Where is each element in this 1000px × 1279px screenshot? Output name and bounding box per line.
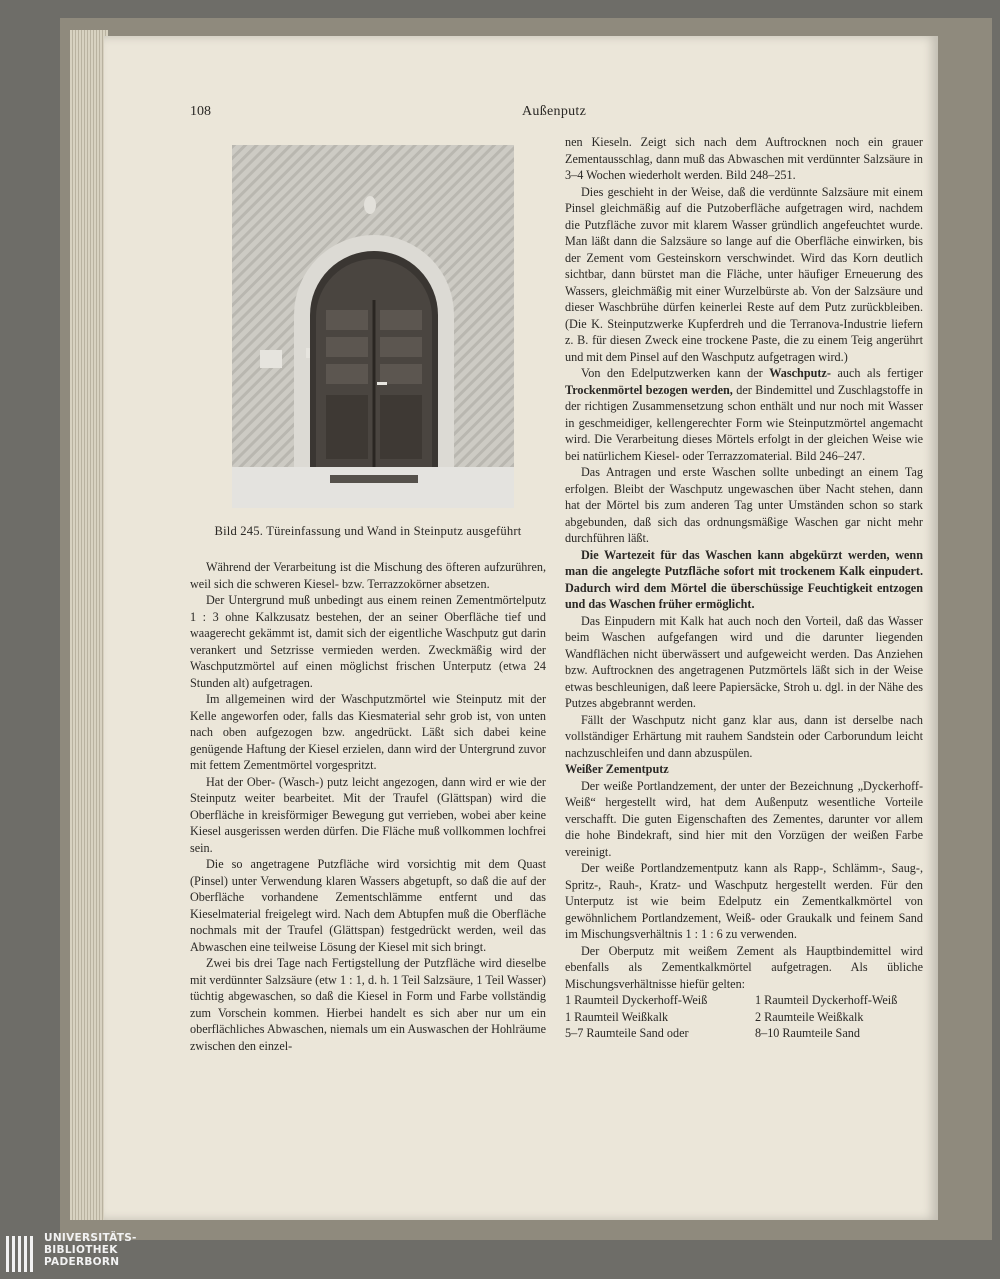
left-paragraph-4: Hat der Ober- (Wasch-) putz leicht angezogen, dann wird er wie der Steinputz weiter bearbeitet. Mit der Traufel (Glättspan) wird die Oberfläche in kreisförmiger Bewegung gut verrieben, wobei aber keine Kiesel ausgerissen werden dürfen. Die Fläche muß vollkommen lochfrei sein. [190,774,546,855]
figure-caption: Bild 245. Türeinfassung und Wand in Steinputz ausgeführt [214,524,522,538]
right-paragraph-7: Fällt der Waschputz nicht ganz klar aus, dann ist derselbe nach vollständiger Erhärtung mit rauhem Sandstein oder Carborundum leicht nachzuschleifen und dann abzuspülen. [565,712,923,760]
right-paragraph-1: nen Kieseln. Zeigt sich nach dem Auftrocknen noch ein grauer Zementausschlag, dann muß das Abwaschen mit verdünnter Salzsäure in 3–4 Wochen wiederholt werden. Bild 248–251. [565,135,923,182]
table-cell: 1 Raumteil Dyckerhoff-Weiß [565,993,708,1007]
logo-line: BIBLIOTHEK [44,1244,118,1256]
section-heading: Weißer Zementputz [565,762,669,776]
right-paragraph-8: Der weiße Portlandzement, der unter der Bezeichnung „Dyckerhoff-Weiß“ hergestellt wird, hat dem Außenputz wesentliche Vorteile verschafft. Die guten Eigenschaften des Zementes, darunter vor allem die hohe Bindekraft, sind hier mit den Vorzügen der weißen Farbe vereinigt. [565,778,923,859]
table-row [565,1009,923,1026]
table-row [565,992,923,1009]
right-column [565,134,923,1042]
door-photograph [232,145,514,508]
left-paragraph-3: Im allgemeinen wird der Waschputzmörtel wie Steinputz mit der Kelle angeworfen oder, falls das Kiesmaterial sehr grob ist, von unten nach oben aufgezogen bzw. angedrückt. Läßt sich dabei keine genügende Haftung der Kiesel erzielen, dann wird der Untergrund zuvor mit fettem Zementmörtel vorgespritzt. [190,692,546,772]
text-run: der Bindemittel und Zuschlagstoffe in der richtigen Zusammensetzung schon enthält und nur noch mit Wasser in geschmeidiger, kellengerechter Form wie Steinputzmörtel angemacht wird. Die Verarbeitung dieses Mörtels erfolgt in der gleichen Weise wie bei natürlichem Kiesel- oder Terrazzomaterial. Bild 246–247. [565,382,924,463]
text-run: auch als fertiger [830,366,924,380]
door-photo-drawing [232,145,514,508]
table-cell: 2 Raumteile Weißkalk [755,1009,864,1024]
right-paragraph-10: Der Oberputz mit weißem Zement als Hauptbindemittel wird ebenfalls als Zementkalkmörtel aufgetragen. Als übliche Mischungsverhältnisse hiefür gelten: [565,943,923,991]
right-paragraph-4: Das Antragen und erste Waschen sollte unbedingt an einem Tag erfolgen. Bleibt der Waschputz ungewaschen über Nacht stehen, dann hat der Mörtel bis zum anderen Tag unter Umständen schon so stark abgebunden, daß sich das ordnungsmäßige Waschen gar nicht mehr durchführen läßt. [565,465,923,545]
right-paragraph-6: Das Einpudern mit Kalk hat auch noch den Vorteil, daß das Wasser beim Waschen aufgefangen wird und die darunter liegenden Wandflächen nicht überwässert und aufgeweicht werden. Das Anziehen bzw. Auftrocknen des angetragenen Putzmörtels läßt sich in der Weise etwas beschleunigen, daß leere Papiersäcke, Stroh u. dgl. in der Nähe des Putzes abgebrannt werden. [565,613,923,710]
bold-term-waschputz: Waschputz- [769,366,831,380]
right-paragraph-9: Der weiße Portlandzementputz kann als Rapp-, Schlämm-, Saug-, Spritz-, Rauh-, Kratz- und Waschputz hergestellt werden. Für den Unterputz ist wie beim Edelputz ein Zementkalkmörtel von gewöhnlichem Portlandzement, Weiß- oder Graukalk und feinem Sand im Mischungsverhältnis 1 : 1 : 6 zu verwenden. [565,861,923,941]
mixing-ratio-table [565,992,923,1042]
logo-line: UNIVERSITÄTS- [44,1232,137,1244]
text-run: Von den Edelputzwerken kann der [581,366,770,380]
table-cell: 1 Raumteil Dyckerhoff-Weiß [755,993,898,1007]
page-number: 108 [190,104,211,119]
table-row [565,1025,923,1042]
table-cell: 1 Raumteil Weißkalk [565,1009,669,1024]
page-edges [70,30,108,1220]
bold-term-trockenmoertel: Trockenmörtel bezogen werden, [565,382,733,397]
left-column [190,559,546,1054]
right-paragraph-bold: Die Wartezeit für das Waschen kann abgekürzt werden, wenn man die angelegte Putzfläche sofort mit trockenem Kalk einpudert. Dadurch wird dem Mörtel die überschüssige Feuchtigkeit entzogen und das Waschen früher ermöglicht. [565,547,923,611]
logo-line: PADERBORN [44,1256,120,1268]
running-head: Außenputz [522,104,587,119]
library-logo-text [44,1232,137,1268]
left-paragraph-1: Während der Verarbeitung ist die Mischung des öfteren aufzurühren, weil sich die schweren Kiesel- bzw. Terrazzokörner absetzen. [190,560,546,591]
table-cell: 8–10 Raumteile Sand [755,1026,860,1040]
right-paragraph-2: Dies geschieht in der Weise, daß die verdünnte Salzsäure mit einem Pinsel gleichmäßig auf die Putzoberfläche aufgetragen wird, nachdem die Putzfläche zuvor mit klarem Wasser gründlich angefeuchtet wurde. Man läßt dann die Salzsäure so lange auf die Oberfläche einwirken, bis der Zement vom Gesteinskorn verschwindet. Wird das Korn deutlich sichtbar, dann bürstet man die Fläche, unter häufiger Erneuerung des Wassers, gleichmäßig mit einer Wurzelbürste ab. Von der Salzsäure und dieser Waschbrühe dürfen keinerlei Reste auf dem Putz zurückbleiben. (Die K. Steinputzwerke Kupferdreh und die Terranova-Industrie liefern z. B. für diesen Zweck eine trockene Paste, die zu einem Teig angerührt und mit dem Pinsel auf den Waschputz aufgetragen wird.) [565,184,923,364]
left-paragraph-2: Der Untergrund muß unbedingt aus einem reinen Zementmörtelputz 1 : 3 ohne Kalkzusatz bestehen, der an seiner Oberfläche tief und waagerecht gekämmt ist, damit sich der eigentliche Waschputz gut darin verankert und Setzrisse vermieden werden. Zweckmäßig wird der Waschputzmörtel auf einen möglichst frischen Unterputz (etwa 24 Stunden alt) aufgetragen. [190,593,546,690]
table-cell: 5–7 Raumteile Sand oder [565,1026,689,1040]
left-paragraph-5: Die so angetragene Putzfläche wird vorsichtig mit dem Quast (Pinsel) unter Verwendung klaren Wassers abgetupft, so daß die auf der Oberfläche vorhandene Zementschlämme entfernt und das Kieselmaterial freigelegt wird. Nach dem Abtupfen muß die Oberfläche nochmals mit der Traufel (Glättspan) festgedrückt werden, weil das Abwaschen eine teilweise Lösung der Kiesel mit sich bringt. [190,857,546,954]
left-paragraph-6: Zwei bis drei Tage nach Fertigstellung der Putzfläche wird dieselbe mit verdünnter Salzsäure (etw 1 : 1, d. h. 1 Teil Salzsäure, 1 Teil Wasser) tüchtig abgewaschen, so daß die Kiesel in Form und Farbe vollständig zum Vorschein kommen. Hierbei handelt es sich aber nur um ein oberflächliches Abwaschen, niemals um ein Auswaschen der Hohlräume zwischen den einzel- [190,956,546,1053]
right-paragraph-3 [565,365,923,464]
